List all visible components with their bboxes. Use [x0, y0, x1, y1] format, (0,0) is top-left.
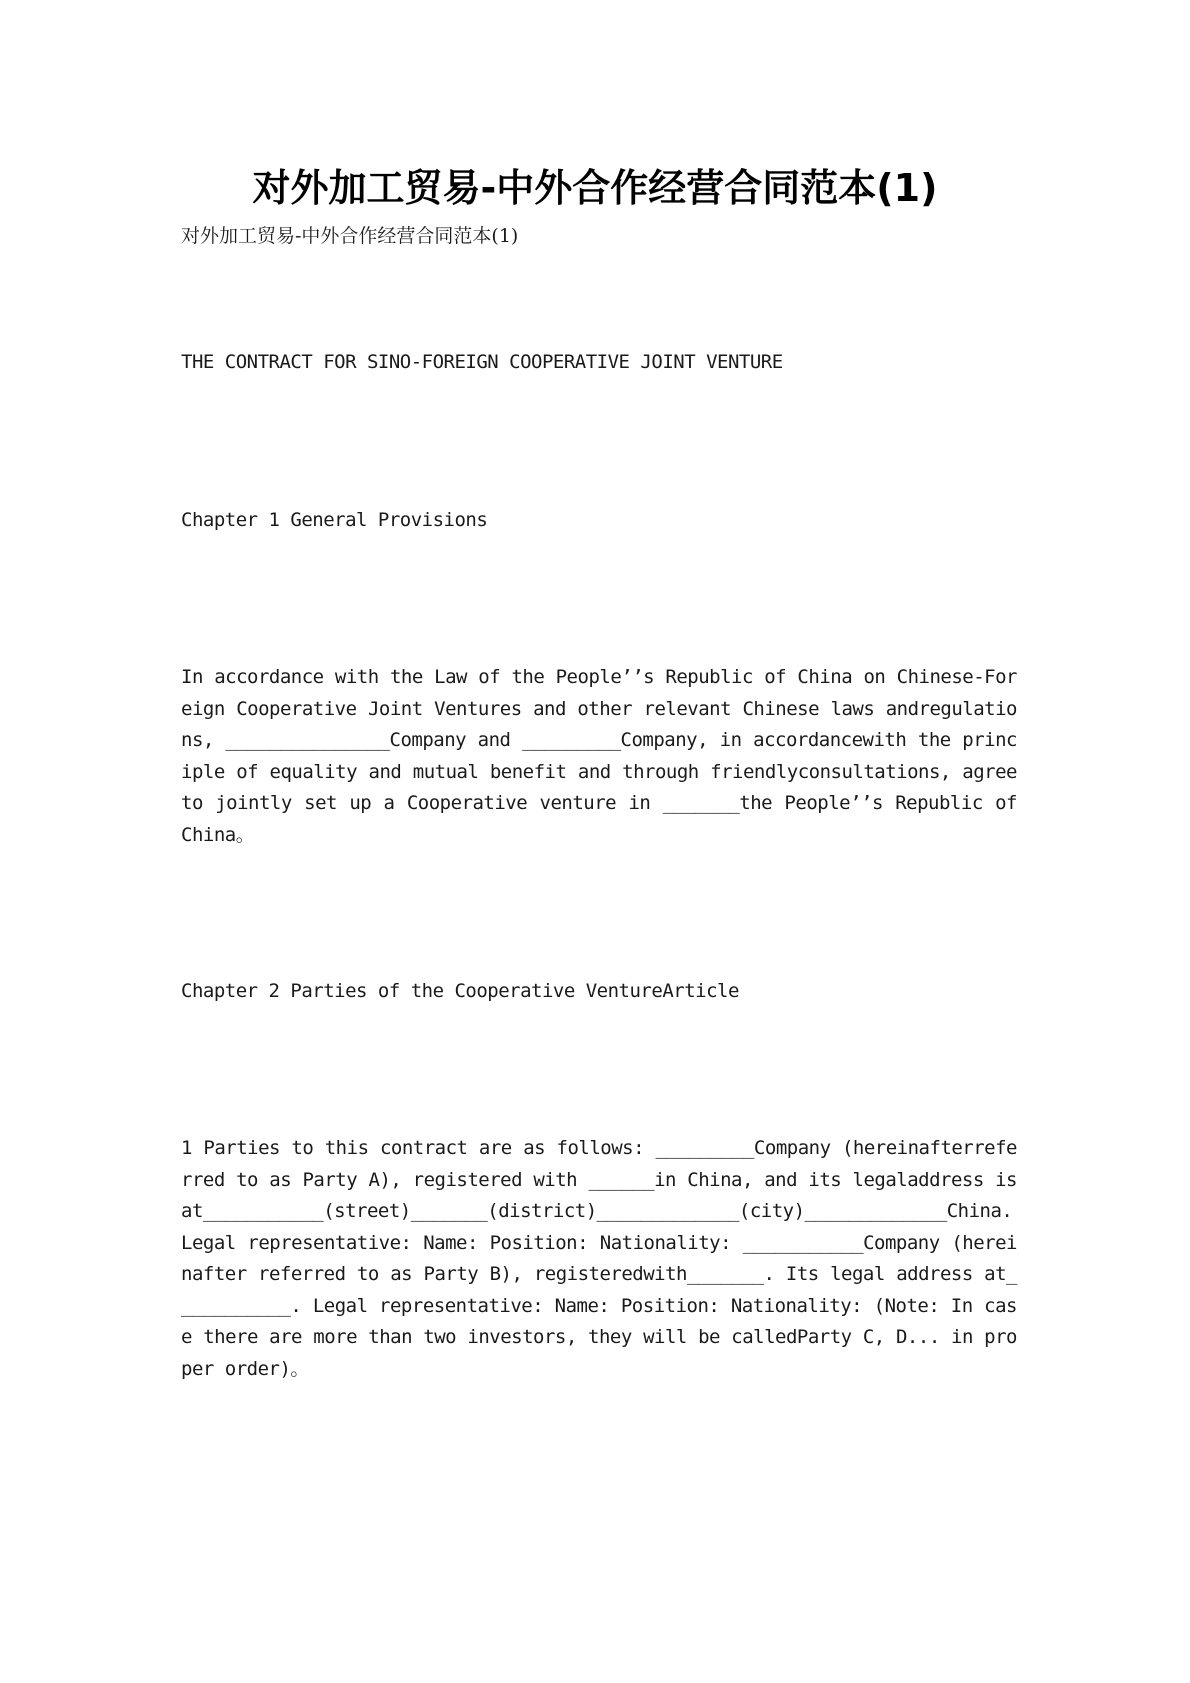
chapter2-heading: Chapter 2 Parties of the Cooperative VentureArticle [181, 980, 739, 1002]
document-subtitle: 对外加工贸易-中外合作经营合同范本(1) [181, 225, 519, 247]
contract-heading: THE CONTRACT FOR SINO-FOREIGN COOPERATIVE JOINT VENTURE [181, 351, 783, 373]
document-title: 对外加工贸易-中外合作经营合同范本(1) [252, 166, 938, 210]
chapter1-paragraph: In accordance with the Law of the People’’s Republic of China on Chinese-Foreign Cooperative Joint Ventures and other relevant Chinese laws andregulations, _______________Company and _________Company, in accordancewith the principle of equality and mutual benefit and through friendlyconsultations, agree to jointly set up a Cooperative venture in _______the People’’s Republic of China。 [181, 666, 1017, 846]
chapter1-heading: Chapter 1 General Provisions [181, 509, 488, 531]
chapter2-paragraph: 1 Parties to this contract are as follows: _________Company (hereinafterreferred to as Party A), registered with ______in China, and its legaladdress is at___________(street)_______(district)_____________(city)_____________China. Legal representative: Name: Position: Nationality: ___________Company (hereinafter referred to as Party B), registeredwith_______. Its legal address at___________. Legal representative: Name: Position: Nationality: (Note: In case there are more than two investors, they will be calledParty C, D... in proper order)。 [181, 1137, 1017, 1380]
